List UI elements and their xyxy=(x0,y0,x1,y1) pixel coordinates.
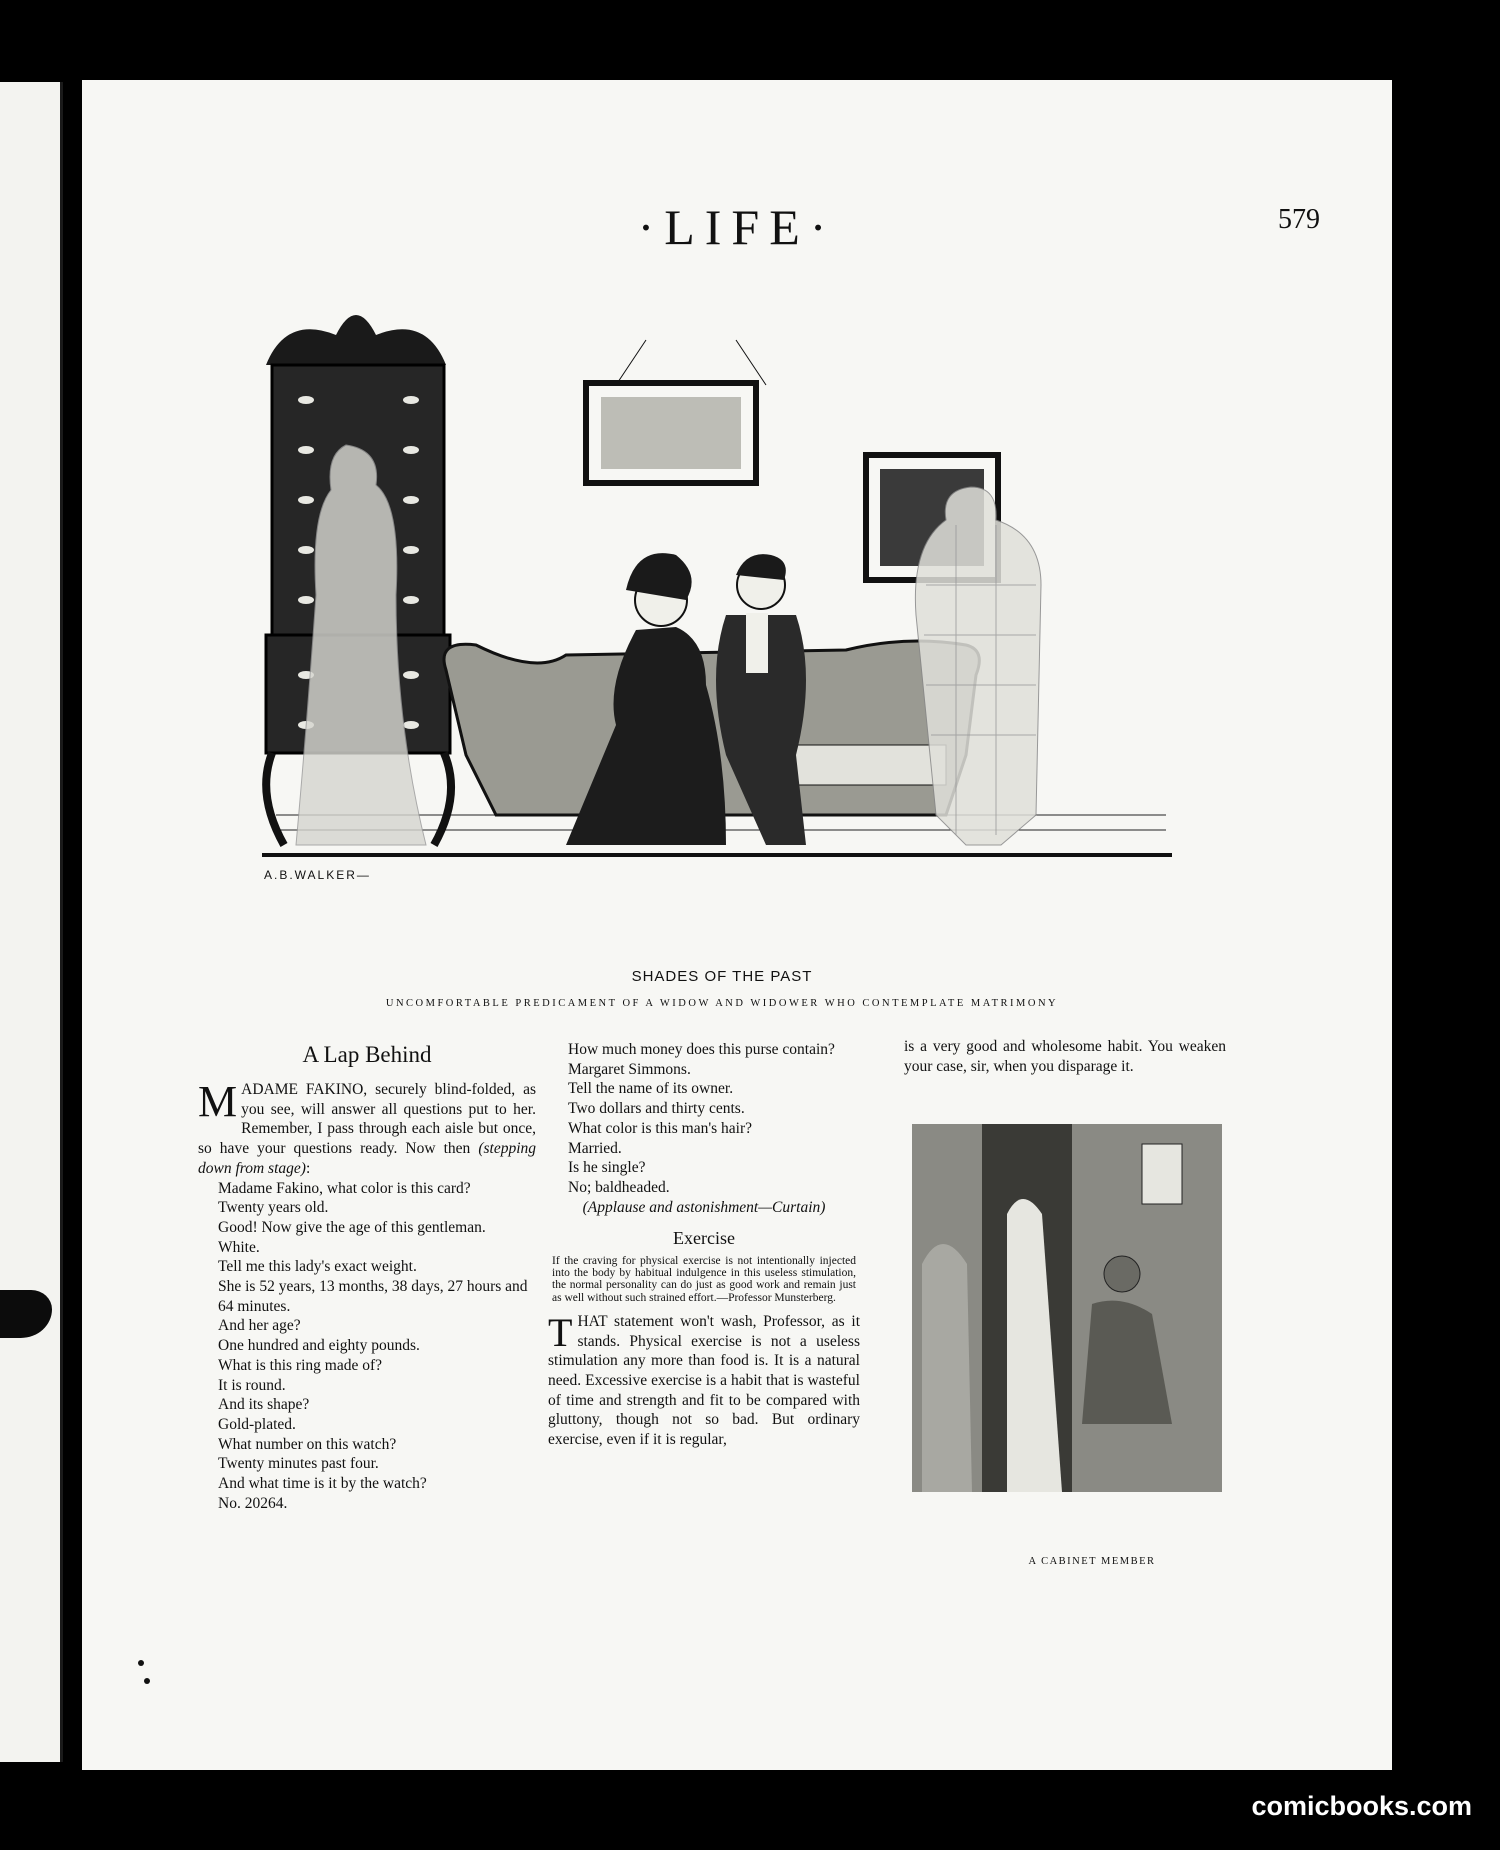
page-number: 579 xyxy=(1278,204,1320,235)
dialogue-line: Gold-plated. xyxy=(218,1415,296,1433)
dialogue-line: No. 20264. xyxy=(218,1494,288,1512)
dialogue-line: Tell the name of its owner. xyxy=(568,1080,734,1098)
article-title: Exercise xyxy=(673,1228,735,1249)
dialogue-line: White. xyxy=(218,1238,260,1256)
article-body xyxy=(548,1309,860,1450)
column-3 xyxy=(904,1037,1226,1076)
dialogue-line: No; baldheaded. xyxy=(568,1178,670,1196)
dialogue-line: Madame Fakino, what color is this card? xyxy=(218,1179,471,1197)
magazine-page xyxy=(82,80,1392,1770)
dialogue-line: Married. xyxy=(568,1139,622,1157)
column-2 xyxy=(548,1040,860,1450)
epigraph: If the craving for physical exercise is not intentionally injected into the body by habitual indulgence in this useless stimulation, the normal personality can do just as good work and remain just as well without such strained effort.—Professor Munsterberg. xyxy=(552,1255,856,1304)
article-title: A Lap Behind xyxy=(302,1042,432,1067)
dialogue-line: Twenty minutes past four. xyxy=(218,1455,379,1473)
dropcap: M xyxy=(198,1077,238,1126)
dialogue-line: It is round. xyxy=(218,1376,286,1394)
dialogue-line: Is he single? xyxy=(568,1159,646,1177)
cartoon-illustration xyxy=(206,255,1206,1025)
closing-stage-direction: (Applause and astonishment—Curtain) xyxy=(582,1198,826,1216)
dropcap: T xyxy=(548,1309,573,1355)
dialogue-line: She is 52 years, 13 months, 38 days, 27 hours and 64 minutes. xyxy=(218,1278,528,1315)
cartoon-subtitle: UNCOMFORTABLE PREDICAMENT OF A WIDOW AND WIDOWER WHO CONTEMPLATE MATRIMONY xyxy=(385,998,1059,1009)
previous-page-edge xyxy=(0,82,63,1762)
dialogue-line: What is this ring made of? xyxy=(218,1356,382,1374)
article-body-continued: is a very good and wholesome habit. You weaken your case, sir, when you disparage it. xyxy=(904,1038,1226,1075)
highboy-cabinet xyxy=(266,315,451,845)
intro-text: ADAME FAKINO, securely blind-folded, as you see, will answer all questions put to her. Remember, I pass through each aisle but once, so have your questions ready. Now then xyxy=(198,1081,536,1158)
body-text: HAT statement won't wash, Professor, as it stands. Physical exercise is not a useless stimulation any more than food is. It is a natural need. Excessive exercise is a habit that is wasteful of time and strength and fit to be compared with gluttony, though not so bad. But ordinary exercise, even if it is regular, xyxy=(548,1312,860,1449)
dialogue-line: Twenty years old. xyxy=(218,1199,329,1217)
masthead: ·LIFE· xyxy=(637,199,837,255)
cabinet-member-illustration xyxy=(912,1124,1222,1492)
column-1 xyxy=(198,1040,536,1513)
page-dot xyxy=(138,1660,144,1666)
dialogue-line: How much money does this purse contain? xyxy=(568,1041,835,1058)
dialogue-line: One hundred and eighty pounds. xyxy=(218,1337,420,1355)
cartoon-title: SHADES OF THE PAST xyxy=(631,968,813,985)
illustration-caption: A CABINET MEMBER xyxy=(1028,1556,1156,1567)
page-dot xyxy=(144,1678,150,1684)
watermark: comicbooks.com xyxy=(1251,1791,1472,1821)
dialogue-line: Tell me this lady's exact weight. xyxy=(218,1258,417,1276)
dialogue-line: And what time is it by the watch? xyxy=(218,1475,427,1493)
dialogue-line: And its shape? xyxy=(218,1396,310,1414)
stage-direction: (stepping down from stage) xyxy=(198,1140,537,1177)
dialogue-line: And her age? xyxy=(218,1317,301,1335)
article-intro: MADAME FAKINO, securely blind-folded, as you see, will answer all questions put to her. Remember, I pass through each aisle but once, so have your questions ready. Now then (stepping down from stage): xyxy=(198,1077,537,1177)
dialogue-line: Good! Now give the age of this gentleman. xyxy=(218,1218,486,1236)
artist-signature: A.B.WALKER— xyxy=(264,868,371,882)
dialogue-line: What color is this man's hair? xyxy=(568,1119,753,1137)
dialogue-line: Margaret Simmons. xyxy=(568,1060,691,1078)
ghost-man xyxy=(915,487,1041,845)
dialogue-line: What number on this watch? xyxy=(218,1435,397,1453)
dialogue-line: Two dollars and thirty cents. xyxy=(568,1100,745,1118)
